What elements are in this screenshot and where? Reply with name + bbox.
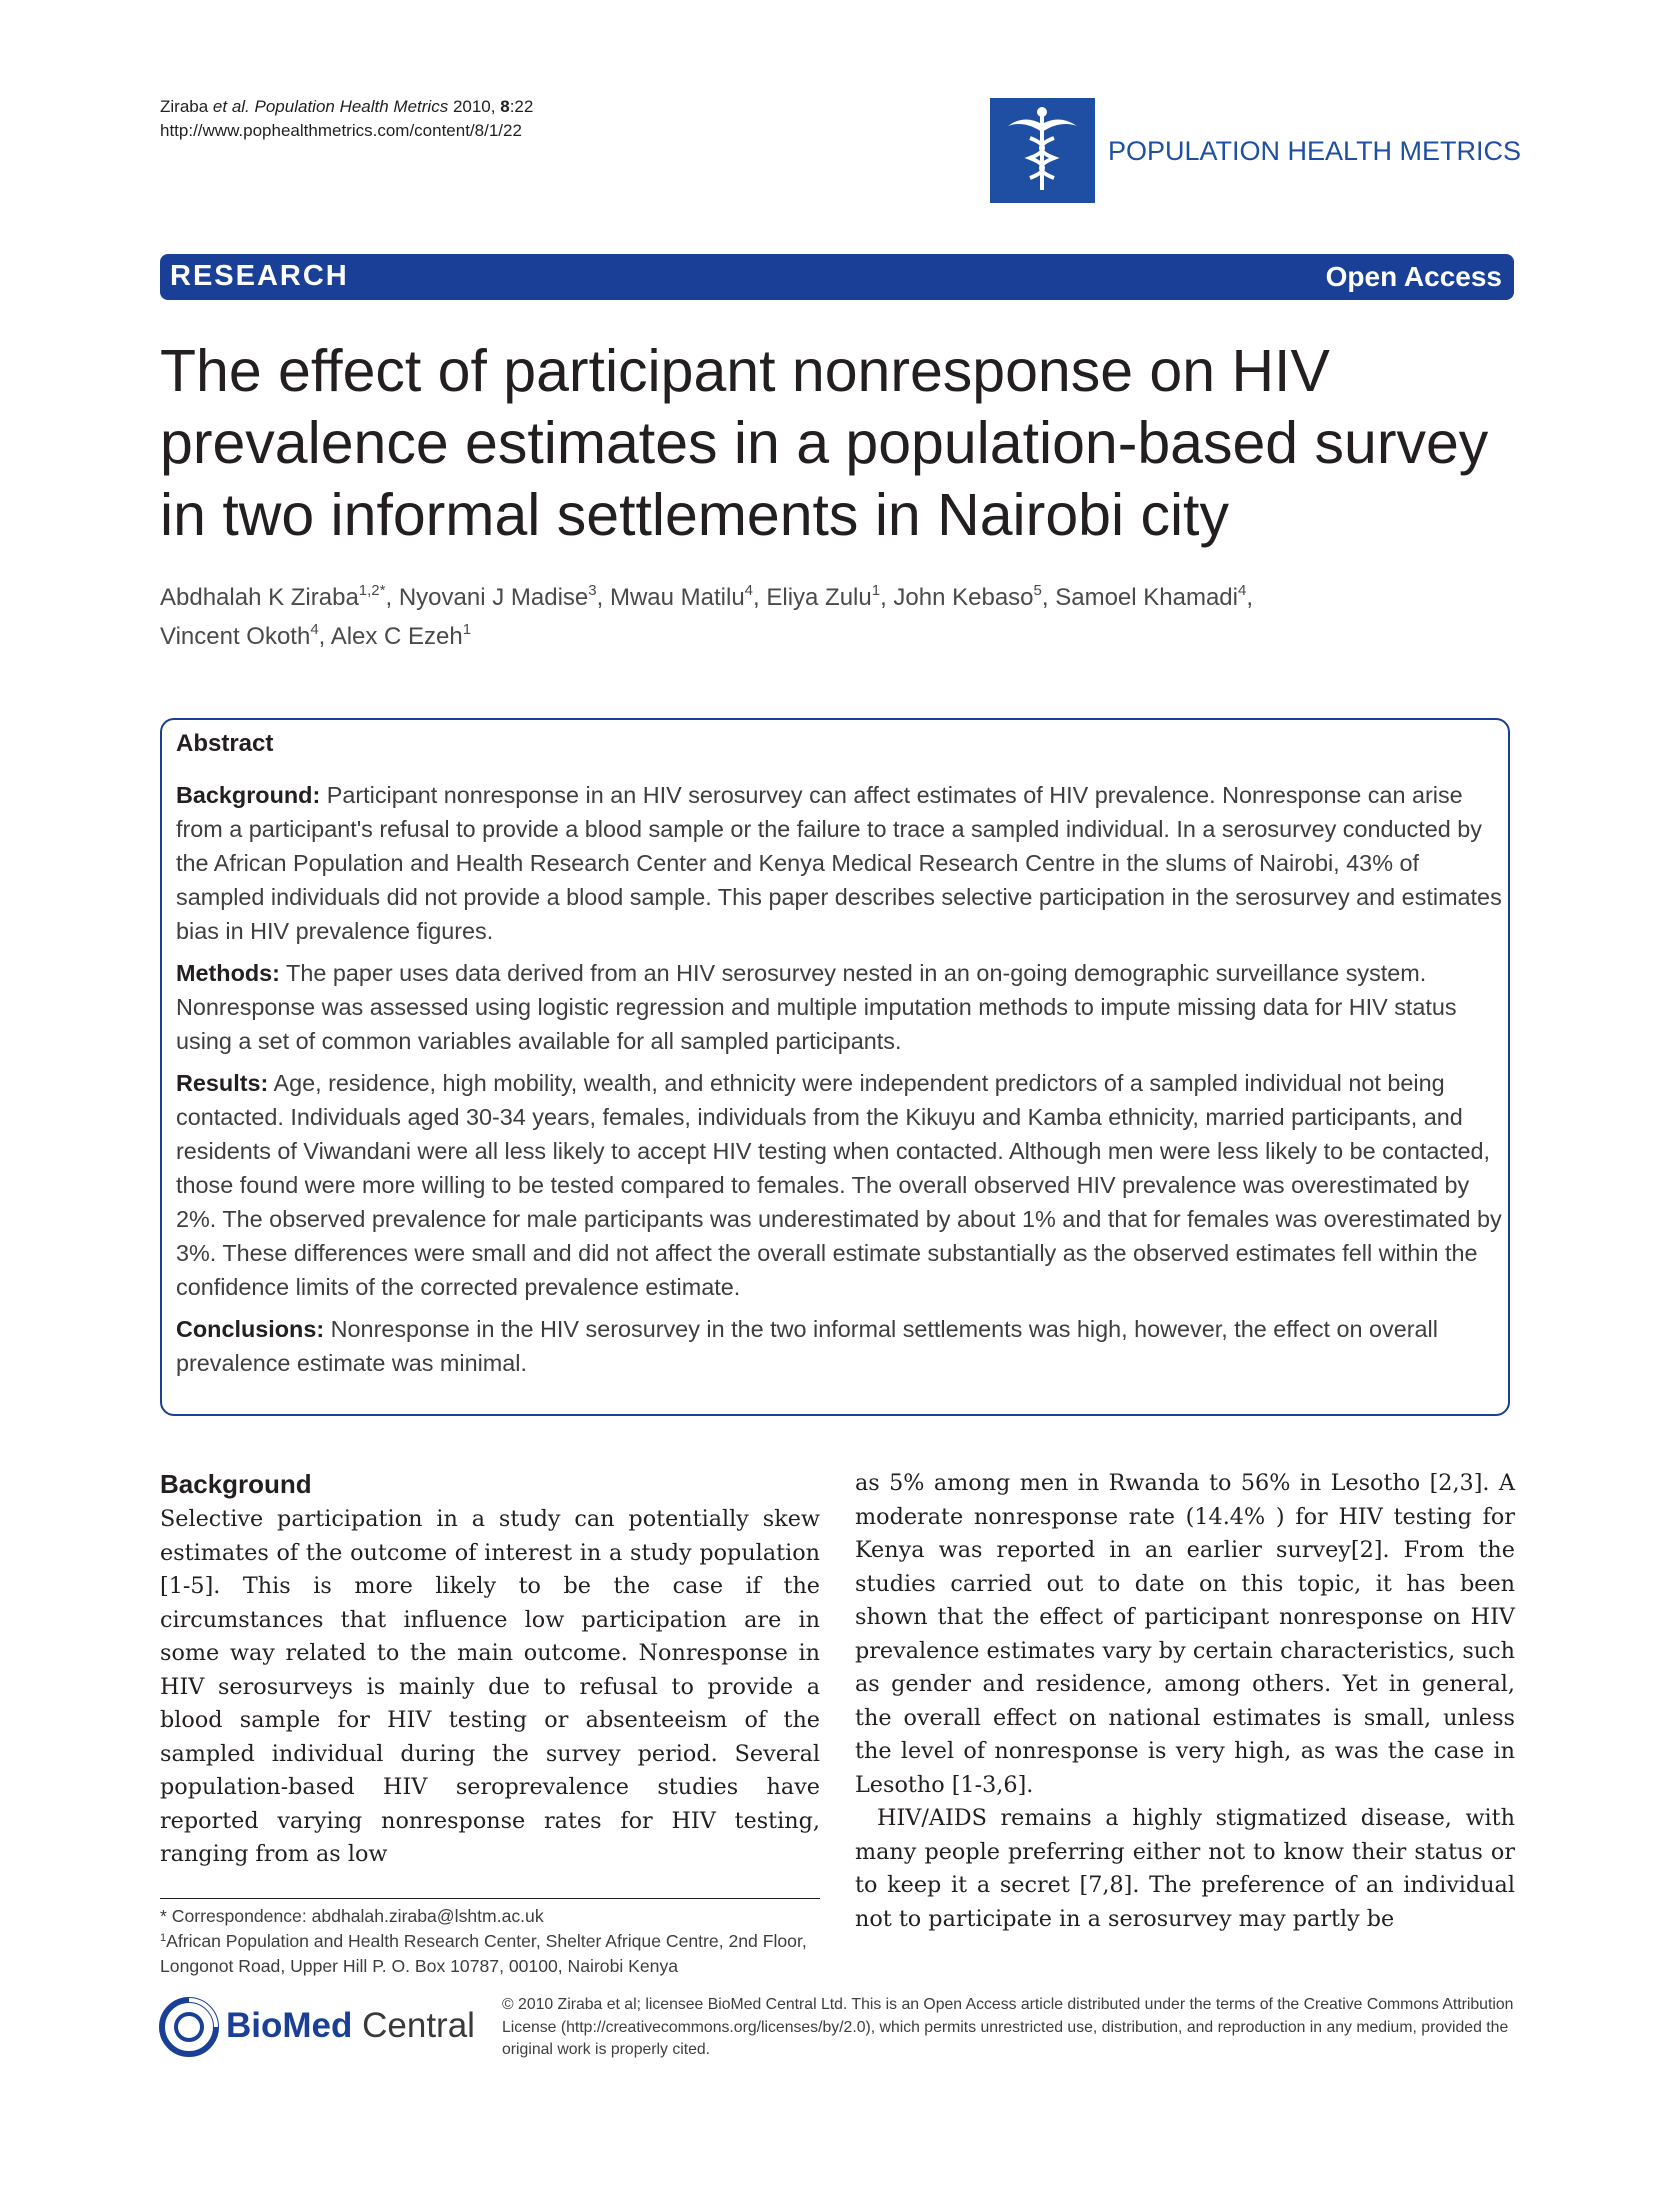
journal-name: POPULATION HEALTH METRICS [1108,136,1522,166]
citation-year: 2010, [448,97,501,116]
author: Samoel Khamadi$^4$, [1055,582,1253,611]
biomed-central-wordmark: BioMed Central [226,2006,475,2045]
abstract-results: Results: Age, residence, high mobility, wealth, and ethnicity were independent predictors of a sampled individual not being contacted. Individuals aged 30-34 years, females, individuals from the Kikuyu and Kamba ethnicity, married participants, and residents of Viwandani were all less likely to accept HIV testing when contacted. Although men were less likely to be contacted, those found were more willing to be tested compared to females. The overall observed HIV prevalence was overestimated by 2%. The observed prevalence for male participants was underestimated by about 1% and that for females was overestimated by 3%. These differences were small and did not affect the overall estimate substantially as the observed estimates fell within the confidence limits of the corrected prevalence estimate. [176,1070,1502,1300]
footnote-divider [160,1898,820,1899]
journal-logo [990,98,1520,203]
body-paragraph: Selective participation in a study can potentially skew estimates of the outcome of interest in a study population [1-5]. This is more likely to be the case if the circumstances that influence low participation are in some way related to the main outcome. Nonresponse in HIV serosurveys is mainly due to refusal to provide a blood sample for HIV testing or absenteeism of the sampled individual during the survey period. Several population-based HIV seroprevalence studies have reported varying nonresponse rates for HIV testing, ranging from as low [160,1506,820,1867]
caduceus-logo-icon [990,98,1095,203]
citation-journal: Population Health Metrics [249,97,449,116]
author: Alex C Ezeh$^1$ [330,621,472,650]
article-type-banner [160,254,1514,300]
body-paragraph: as 5% among men in Rwanda to 56% in Lesotho [2,3]. A moderate nonresponse rate (14.4% ) for HIV testing for Kenya was reported in an earlier survey[2]. From the studies carried out to date on this topic, it has been shown that the effect of participant nonresponse on HIV prevalence estimates vary by certain characteristics, such as gender and residence, among others. Yet in general, the overall effect on national estimates is small, unless the level of nonresponse is very high, as was the case in Lesotho [1-3,6]. [855,1470,1515,1798]
author-list [160,578,1500,656]
citation-issue: :22 [509,97,534,116]
affiliation-note: $^1$African Population and Health Research Center, Shelter Afrique Centre, 2nd Floor, Longonot Road, Upper Hill P. O. Box 10787, 00100, Nairobi Kenya [160,1931,807,1976]
citation-authors: Ziraba [160,97,213,116]
citation-volume: 8 [500,97,510,116]
abstract-body [176,778,1506,1388]
citation-etal: et al. [212,97,250,116]
article-type-label: RESEARCH [170,260,349,292]
correspondence-note: * Correspondence: abdhalah.ziraba@lshtm.ac.uk [160,1906,544,1926]
abstract-methods: Methods: The paper uses data derived from an HIV serosurvey nested in an on-going demographic surveillance system. Nonresponse was assessed using logistic regression and multiple imputation methods to impute missing data for HIV status using a set of common variables available for all sampled participants. [176,960,1457,1054]
biomed-central-logo-icon [158,1996,220,2058]
article-title: The effect of participant nonresponse on HIV prevalence estimates in a population-based survey in two informal settlements in Nairobi city [160,338,1489,548]
article-url[interactable]: http://www.pophealthmetrics.com/content/8/1/22 [160,121,522,140]
abstract-conclusions: Conclusions: Nonresponse in the HIV serosurvey in the two informal settlements was high, however, the effect on overall prevalence estimate was minimal. [176,1316,1438,1376]
section-heading-background: Background [160,1469,312,1499]
author: John Kebaso$^5$, [893,582,1056,611]
body-column-right [855,1467,1515,1936]
abstract-heading: Abstract [176,730,274,757]
body-paragraph: HIV/AIDS remains a highly stigmatized disease, with many people preferring either not to know their status or to keep it a secret [7,8]. The preference of an individual not to participate in a serosurvey may partly be [855,1805,1515,1932]
author: Mwau Matilu$^4$, [609,582,767,611]
citation-line [160,95,533,119]
header-citation [160,95,533,143]
author: Eliya Zulu$^1$, [766,582,894,611]
author: Vincent Okoth$^4$, [160,621,331,650]
body-column-left [160,1467,820,1872]
open-access-label: Open Access [1325,261,1502,292]
abstract-background: Background: Participant nonresponse in an HIV serosurvey can affect estimates of HIV prevalence. Nonresponse can arise from a participant's refusal to provide a blood sample or the failure to trace a sampled individual. In a serosurvey conducted by the African Population and Health Research Center and Kenya Medical Research Centre in the slums of Nairobi, 43% of sampled individuals did not provide a blood sample. This paper describes selective participation in the serosurvey and estimates bias in HIV prevalence figures. [176,782,1502,944]
biomed-central-logo [158,1996,478,2060]
footnotes [160,1904,840,1979]
license-text: © 2010 Ziraba et al; licensee BioMed Central Ltd. This is an Open Access article distributed under the terms of the Creative Commons Attribution License (http://creativecommons.org/licenses/by/2.0), which permits unrestricted use, distribution, and reproduction in any medium, provided the original work is properly cited. [502,1996,1514,2058]
author: Nyovani J Madise$^3$, [398,582,610,611]
author: Abdhalah K Ziraba$^{1,2*}$, [160,582,399,611]
